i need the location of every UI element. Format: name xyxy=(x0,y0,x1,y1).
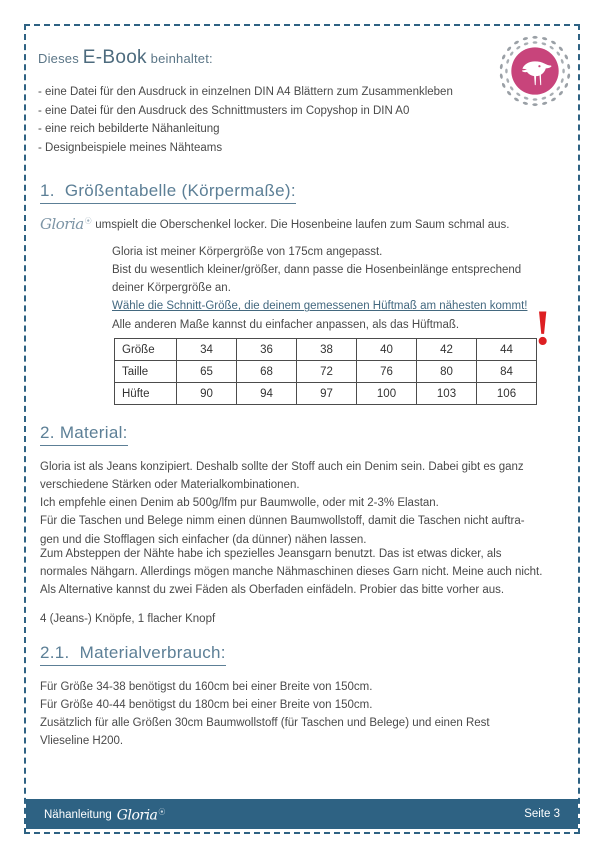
paragraph-line: Vlieseline H200. xyxy=(40,735,124,748)
table-cell: 80 xyxy=(417,361,477,383)
section-number: 1. xyxy=(40,181,55,200)
table-cell: 106 xyxy=(477,383,537,405)
list-item: - eine Datei für den Ausdruck in einzelnen DIN A4 Blättern zum Zusammenkleben xyxy=(38,86,453,98)
section-title: Material: xyxy=(59,423,128,442)
table-cell: 40 xyxy=(357,339,417,361)
paragraph-line: deiner Körpergröße an. xyxy=(112,282,231,295)
table-cell: 38 xyxy=(297,339,357,361)
table-cell: 44 xyxy=(477,339,537,361)
sizes-paragraph xyxy=(112,243,527,334)
table-cell: Taille xyxy=(115,361,177,383)
paragraph-line: Für Größe 34-38 benötigst du 160cm bei einer Breite von 150cm. xyxy=(40,681,373,693)
page-footer xyxy=(26,799,578,829)
table-cell: 42 xyxy=(417,339,477,361)
section-title: Materialverbrauch: xyxy=(79,643,226,662)
size-measurement-table xyxy=(114,338,537,405)
paragraph-line: Gloria ist meiner Körpergröße von 175cm angepasst. xyxy=(112,246,383,258)
table-row xyxy=(115,383,537,405)
table-cell: 94 xyxy=(237,383,297,405)
paragraph-line: Ich empfehle einen Denim ab 500g/lfm pur Baumwolle, oder mit 2-3% Elastan. xyxy=(40,497,439,510)
table-cell: Größe xyxy=(115,339,177,361)
section-number: 2.1. xyxy=(40,643,70,662)
ebook-contents-list xyxy=(38,83,566,158)
material-paragraph-1 xyxy=(40,458,525,549)
sizes-highlight-line: Wähle die Schnitt-Größe, die deinem gemessenen Hüftmaß am nähesten kommt! xyxy=(112,300,528,313)
paragraph-line: Bist du wesentlich kleiner/größer, dann passe die Hosenbeinlänge entsprechend xyxy=(112,264,522,277)
table-cell: 72 xyxy=(297,361,357,383)
table-cell: 36 xyxy=(237,339,297,361)
warning-exclamation-icon: ! xyxy=(534,299,551,355)
paragraph-line: verschiedene Stärken oder Materialkombinationen. xyxy=(40,479,300,492)
table-cell: Hüfte xyxy=(115,383,177,405)
table-cell: 97 xyxy=(297,383,357,405)
footer-brand xyxy=(44,806,165,823)
table-cell: 100 xyxy=(357,383,417,405)
material-paragraph-3 xyxy=(40,610,215,628)
list-item: - eine Datei für den Ausdruck des Schnittmusters im Copyshop in DIN A0 xyxy=(38,104,410,117)
paragraph-line: Als Alternative kannst du zwei Fäden als Oberfaden einfädeln. Probier das bitte vorher aus. xyxy=(40,584,505,597)
intro-heading xyxy=(38,48,566,67)
intro-heading-tail: beinhaltet: xyxy=(150,51,213,66)
table-cell: 103 xyxy=(417,383,477,405)
section-heading-material xyxy=(40,422,128,446)
table-cell: 68 xyxy=(237,361,297,383)
gloria-script-wordmark: Gloria ⦿ xyxy=(40,213,91,237)
section-heading-sizes-wrap xyxy=(40,180,296,204)
paragraph-line: normales Nähgarn. Allerdings mögen manche Nähmaschinen dieses Garn nicht. Meine auch nicht. xyxy=(40,566,543,579)
section-heading-sizes xyxy=(40,180,296,204)
list-item: - Designbeispiele meines Nähteams xyxy=(38,141,223,154)
table-cell: 90 xyxy=(177,383,237,405)
table-cell: 65 xyxy=(177,361,237,383)
paragraph-line: Zum Absteppen der Nähte habe ich spezielles Jeansgarn benutzt. Das ist etwas dicker, als xyxy=(40,548,502,560)
sizes-lead-line xyxy=(40,212,509,236)
paragraph-line: Alle anderen Maße kannst du einfacher anpassen, als das Hüftmaß. xyxy=(112,318,460,331)
section-heading-consumption-wrap xyxy=(40,642,226,666)
table-cell: 34 xyxy=(177,339,237,361)
page-number: Seite 3 xyxy=(524,808,560,820)
section-heading-material-wrap xyxy=(40,422,128,446)
paragraph-line: Für Größe 40-44 benötigst du 180cm bei einer Breite von 150cm. xyxy=(40,699,373,712)
paragraph-line: Für die Taschen und Belege nimm einen dünnen Baumwollstoff, damit die Taschen nicht auftra- xyxy=(40,515,525,528)
material-paragraph-2 xyxy=(40,545,542,599)
table-cell: 84 xyxy=(477,361,537,383)
paragraph-line: Zusätzlich für alle Größen 30cm Baumwollstoff (für Taschen und Belege) und einen Rest xyxy=(40,717,490,730)
table-row xyxy=(115,339,537,361)
gloria-script-wordmark: Gloria ⦿ xyxy=(117,807,165,824)
section-number: 2. xyxy=(40,423,55,442)
sizes-lead-text: umspielt die Oberschenkel locker. Die Hosenbeine laufen zum Saum schmal aus. xyxy=(95,219,510,231)
consumption-paragraph xyxy=(40,678,490,751)
table-row xyxy=(115,361,537,383)
paragraph-line: gen und die Stofflagen sich einfacher (da dünner) nähen lassen. xyxy=(40,533,367,546)
intro-heading-emphasis: E-Book xyxy=(82,47,147,68)
list-item: - eine reich bebilderte Nähanleitung xyxy=(38,123,220,136)
section-heading-consumption xyxy=(40,642,226,666)
section-title: Größentabelle (Körpermaße): xyxy=(64,181,296,200)
paragraph-line: 4 (Jeans-) Knöpfe, 1 flacher Knopf xyxy=(40,613,216,625)
footer-brand-text: Nähanleitung xyxy=(44,809,112,822)
table-cell: 76 xyxy=(357,361,417,383)
paragraph-line: Gloria ist als Jeans konzipiert. Deshalb sollte der Stoff auch ein Denim sein. Dabei gibt es ganz xyxy=(40,461,524,473)
intro-heading-lead: Dieses xyxy=(38,51,79,66)
